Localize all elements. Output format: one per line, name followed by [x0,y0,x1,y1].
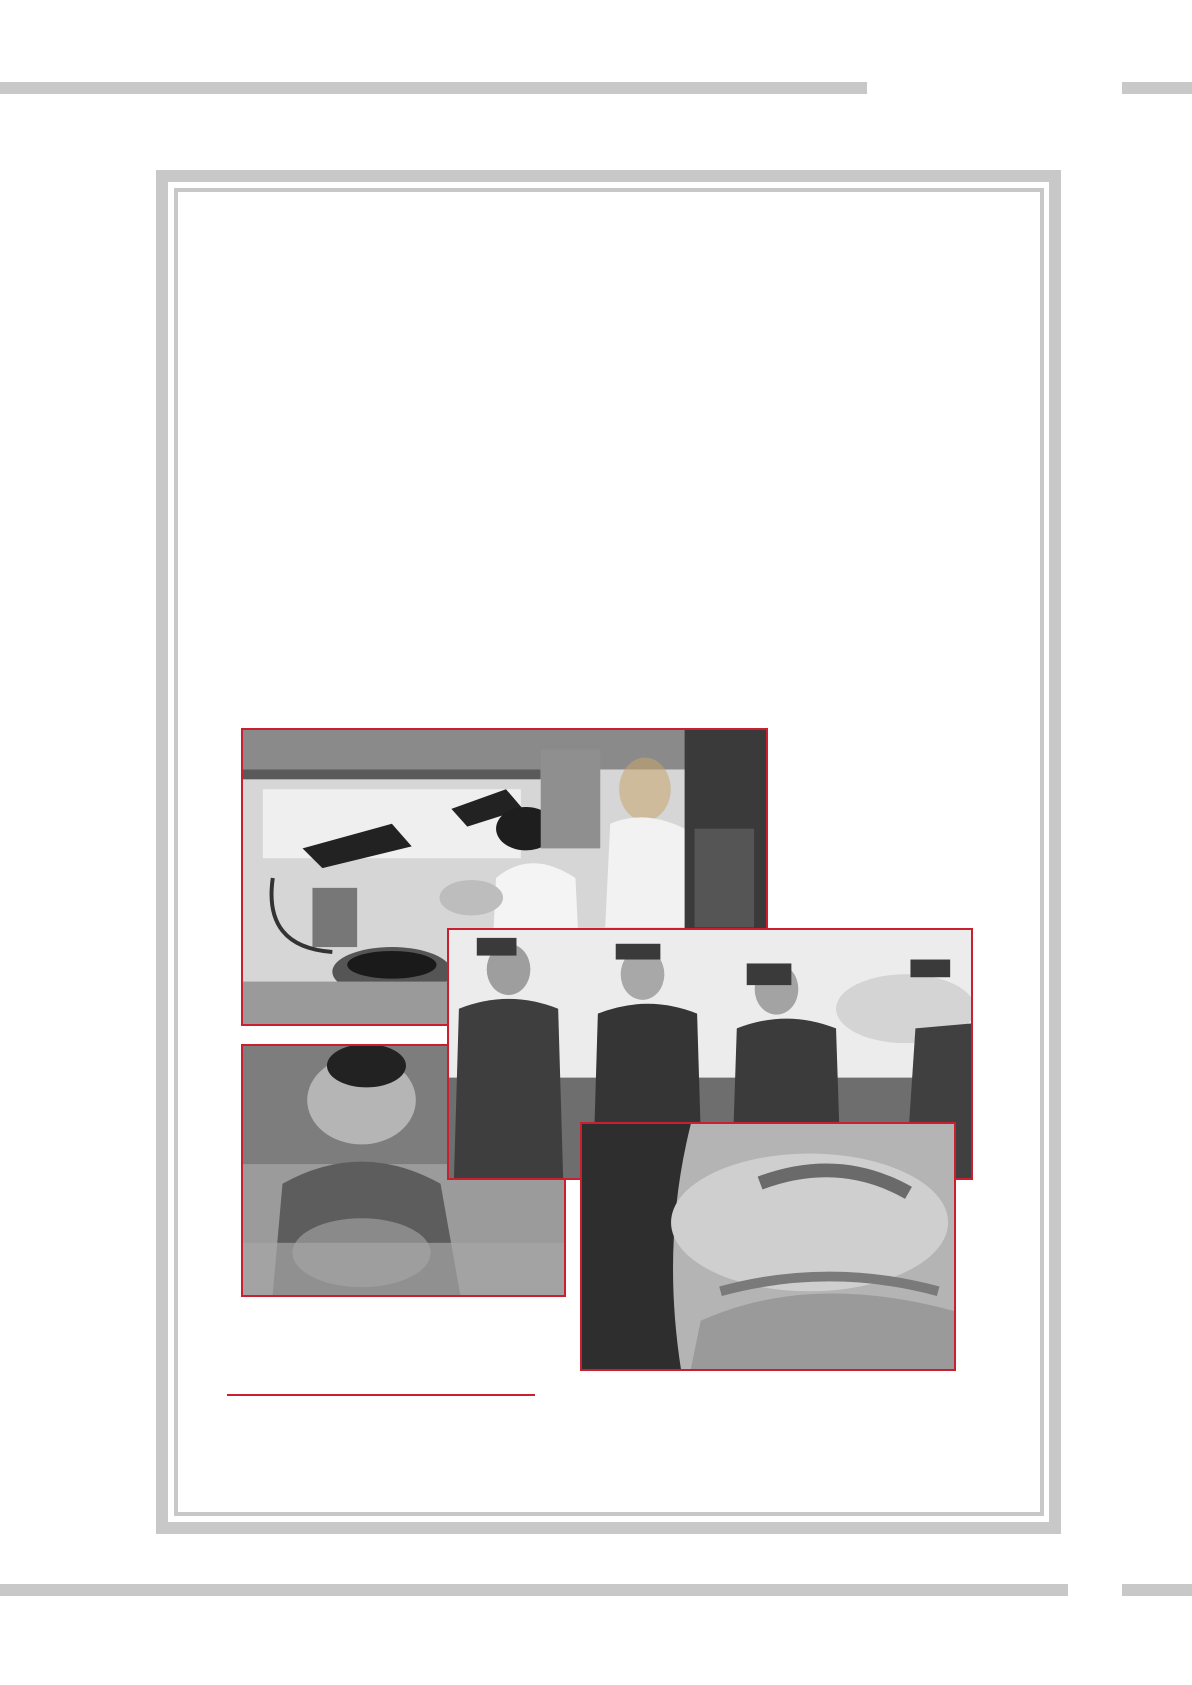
caption-rule [227,1394,535,1396]
photo-fallen-figure [580,1122,956,1371]
bottom-rule-short [1122,1584,1192,1596]
top-rule-short [1122,82,1192,94]
blurred-figure-photo-icon [582,1124,954,1369]
top-rule-long [0,82,867,94]
bottom-rule-long [0,1584,1068,1596]
